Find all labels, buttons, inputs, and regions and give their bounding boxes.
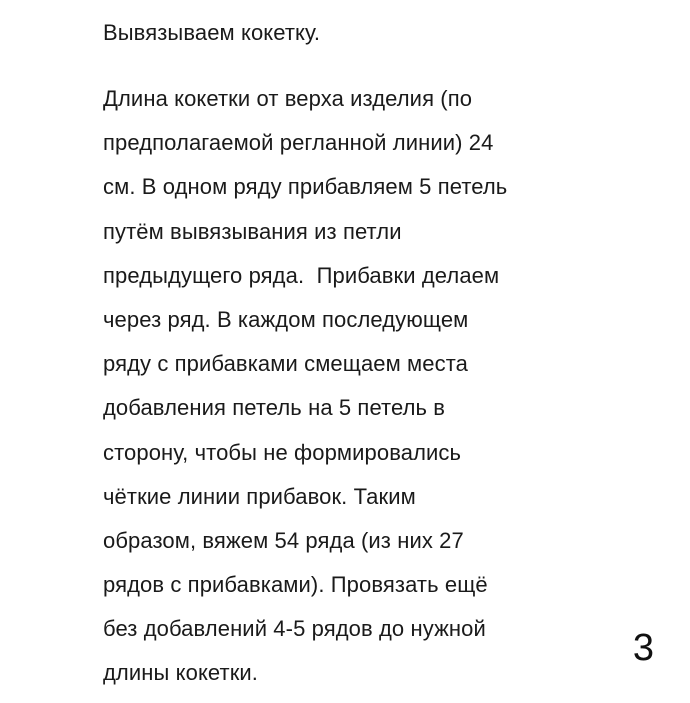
paragraph-line: сторону, чтобы не формировались [103,439,462,465]
paragraph-line: Длина кокетки от верха изделия (по [103,86,473,111]
paragraph-line: предполагаемой регланной линии) 24 [103,130,494,156]
section-heading: Вывязываем кокетку. [103,20,321,45]
paragraph-line: длины кокетки. [103,660,259,686]
paragraph-line: без добавлений 4-5 рядов до нужной [103,616,486,642]
paragraph-line: предыдущего ряда. Прибавки делаем [103,262,500,288]
paragraph-line: чёткие линии прибавок. Таким [103,483,416,509]
paragraph-line: рядов с прибавками). Провязать ещё [103,572,488,598]
paragraph-line: добавления петель на 5 петель в [103,395,446,421]
page-number: 3 [632,627,654,669]
instruction-paragraph [103,84,507,703]
paragraph-line: через ряд. В каждом последующем [103,306,469,332]
paragraph-line: см. В одном ряду прибавляем 5 петель [103,174,508,200]
paragraph-line: путём вывязывания из петли [103,218,402,244]
paragraph-line: ряду с прибавками смещаем места [103,351,468,377]
paragraph-line: образом, вяжем 54 ряда (из них 27 [103,527,464,553]
